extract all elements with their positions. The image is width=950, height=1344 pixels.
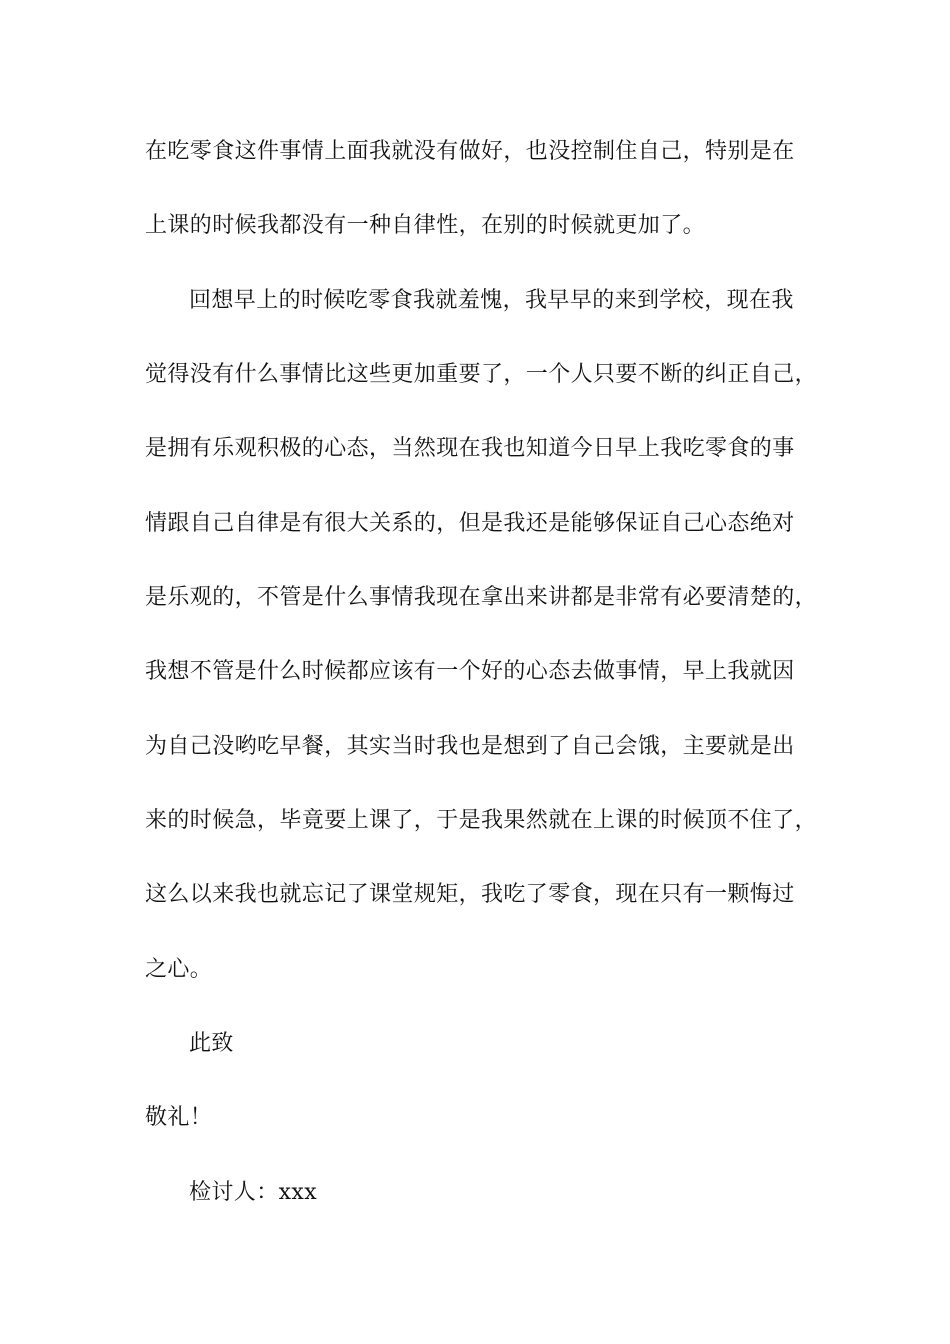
paragraph-2-line-9: 这么以来我也就忘记了课堂规矩，我吃了零食，现在只有一颗悔过 xyxy=(145,882,795,907)
paragraph-2-line-3: 是拥有乐观积极的心态，当然现在我也知道今日早上我吃零食的事 xyxy=(145,436,795,461)
paragraph-2-line-6: 我想不管是什么时候都应该有一个好的心态去做事情，早上我就因 xyxy=(145,659,795,684)
paragraph-2-line-7: 为自己没哟吃早餐，其实当时我也是想到了自己会饿，主要就是出 xyxy=(145,734,795,759)
closing-phrase: 此致 xyxy=(189,1031,234,1056)
paragraph-1-line-2: 上课的时候我都没有一种自律性，在别的时候就更加了。 xyxy=(145,213,706,238)
paragraph-2-line-1: 回想早上的时候吃零食我就羞愧，我早早的来到学校，现在我 xyxy=(189,288,794,313)
paragraph-2-line-8: 来的时候急，毕竟要上课了，于是我果然就在上课的时候顶不住了， xyxy=(145,808,818,833)
paragraph-2-line-10: 之心。 xyxy=(145,957,213,982)
paragraph-2-line-2: 觉得没有什么事情比这些更加重要了，一个人只要不断的纠正自己， xyxy=(145,362,818,387)
paragraph-2-line-4: 情跟自己自律是有很大关系的，但是我还是能够保证自己心态绝对 xyxy=(145,511,795,536)
signature: 检讨人：xxx xyxy=(189,1180,318,1205)
salute: 敬礼！ xyxy=(145,1105,213,1130)
paragraph-1-line-1: 在吃零食这件事情上面我就没有做好，也没控制住自己，特别是在 xyxy=(145,139,795,164)
paragraph-2-line-5: 是乐观的，不管是什么事情我现在拿出来讲都是非常有必要清楚的， xyxy=(145,585,818,610)
